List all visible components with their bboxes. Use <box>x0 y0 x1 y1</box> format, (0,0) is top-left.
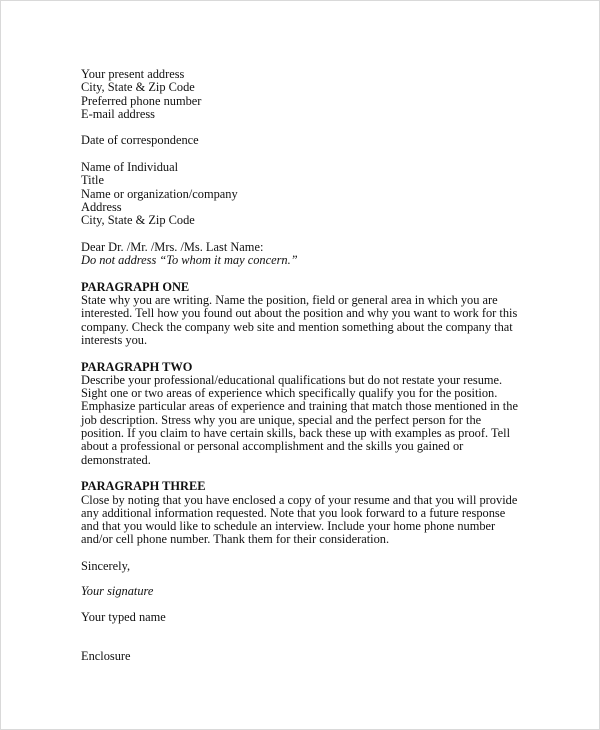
recipient-address: Address <box>81 199 122 214</box>
paragraph-line: position. If you claim to have certain skills, back these up with examples as proof. Tell <box>81 426 511 441</box>
paragraph-line: Sight one or two areas of experience which specifically qualify you for the position. <box>81 386 498 401</box>
paragraph-line: interests you. <box>81 332 148 347</box>
paragraph-two-heading: PARAGRAPH TWO <box>81 359 193 374</box>
recipient-block <box>81 161 531 227</box>
paragraph-line: and/or cell phone number. Thank them for their consideration. <box>81 532 390 547</box>
paragraph-line: any additional information requested. Note that you look forward to a future response <box>81 505 506 520</box>
sender-city: City, State & Zip Code <box>81 80 195 95</box>
paragraph-one-heading: PARAGRAPH ONE <box>81 279 190 294</box>
paragraph-line: Emphasize particular areas of experience and training that match those mentioned in the <box>81 399 518 414</box>
sender-block <box>81 68 531 121</box>
paragraph-two <box>81 361 531 467</box>
recipient-city: City, State & Zip Code <box>81 213 195 228</box>
paragraph-line: State why you are writing. Name the position, field or general area in which you are <box>81 293 498 308</box>
signature: Your signature <box>81 584 154 599</box>
paragraph-one <box>81 281 531 347</box>
paragraph-line: Describe your professional/educational qualifications but do not restate your resume. <box>81 372 503 387</box>
recipient-title: Title <box>81 173 104 188</box>
salutation: Dear Dr. /Mr. /Mrs. /Ms. Last Name: <box>81 239 264 254</box>
paragraph-three-heading: PARAGRAPH THREE <box>81 479 206 494</box>
correspondence-date: Date of correspondence <box>81 133 199 148</box>
sender-address: Your present address <box>81 67 185 81</box>
enclosure: Enclosure <box>81 648 131 663</box>
paragraph-line: interested. Tell how you found out about the position and why you want to work for this <box>81 306 518 321</box>
paragraph-line: company. Check the company web site and mention something about the company that <box>81 319 513 334</box>
paragraph-three <box>81 480 531 546</box>
paragraph-line: demonstrated. <box>81 452 151 467</box>
closing: Sincerely, <box>81 558 131 573</box>
recipient-organization: Name or organization/company <box>81 186 238 201</box>
paragraph-line: job description. Stress why you are unique, special and the perfect person for the <box>81 412 482 427</box>
recipient-name: Name of Individual <box>81 160 179 175</box>
letter-body <box>81 68 531 663</box>
salutation-note: Do not address “To whom it may concern.” <box>81 253 298 268</box>
typed-name: Your typed name <box>81 609 166 624</box>
paragraph-line: Close by noting that you have enclosed a copy of your resume and that you will provide <box>81 492 518 507</box>
paragraph-line: about a professional or personal accomplishment and the skills you gained or <box>81 439 464 454</box>
sender-email: E-mail address <box>81 106 155 121</box>
sender-phone: Preferred phone number <box>81 93 202 108</box>
paragraph-line: and that you would like to schedule an interview. Include your home phone number <box>81 519 496 534</box>
